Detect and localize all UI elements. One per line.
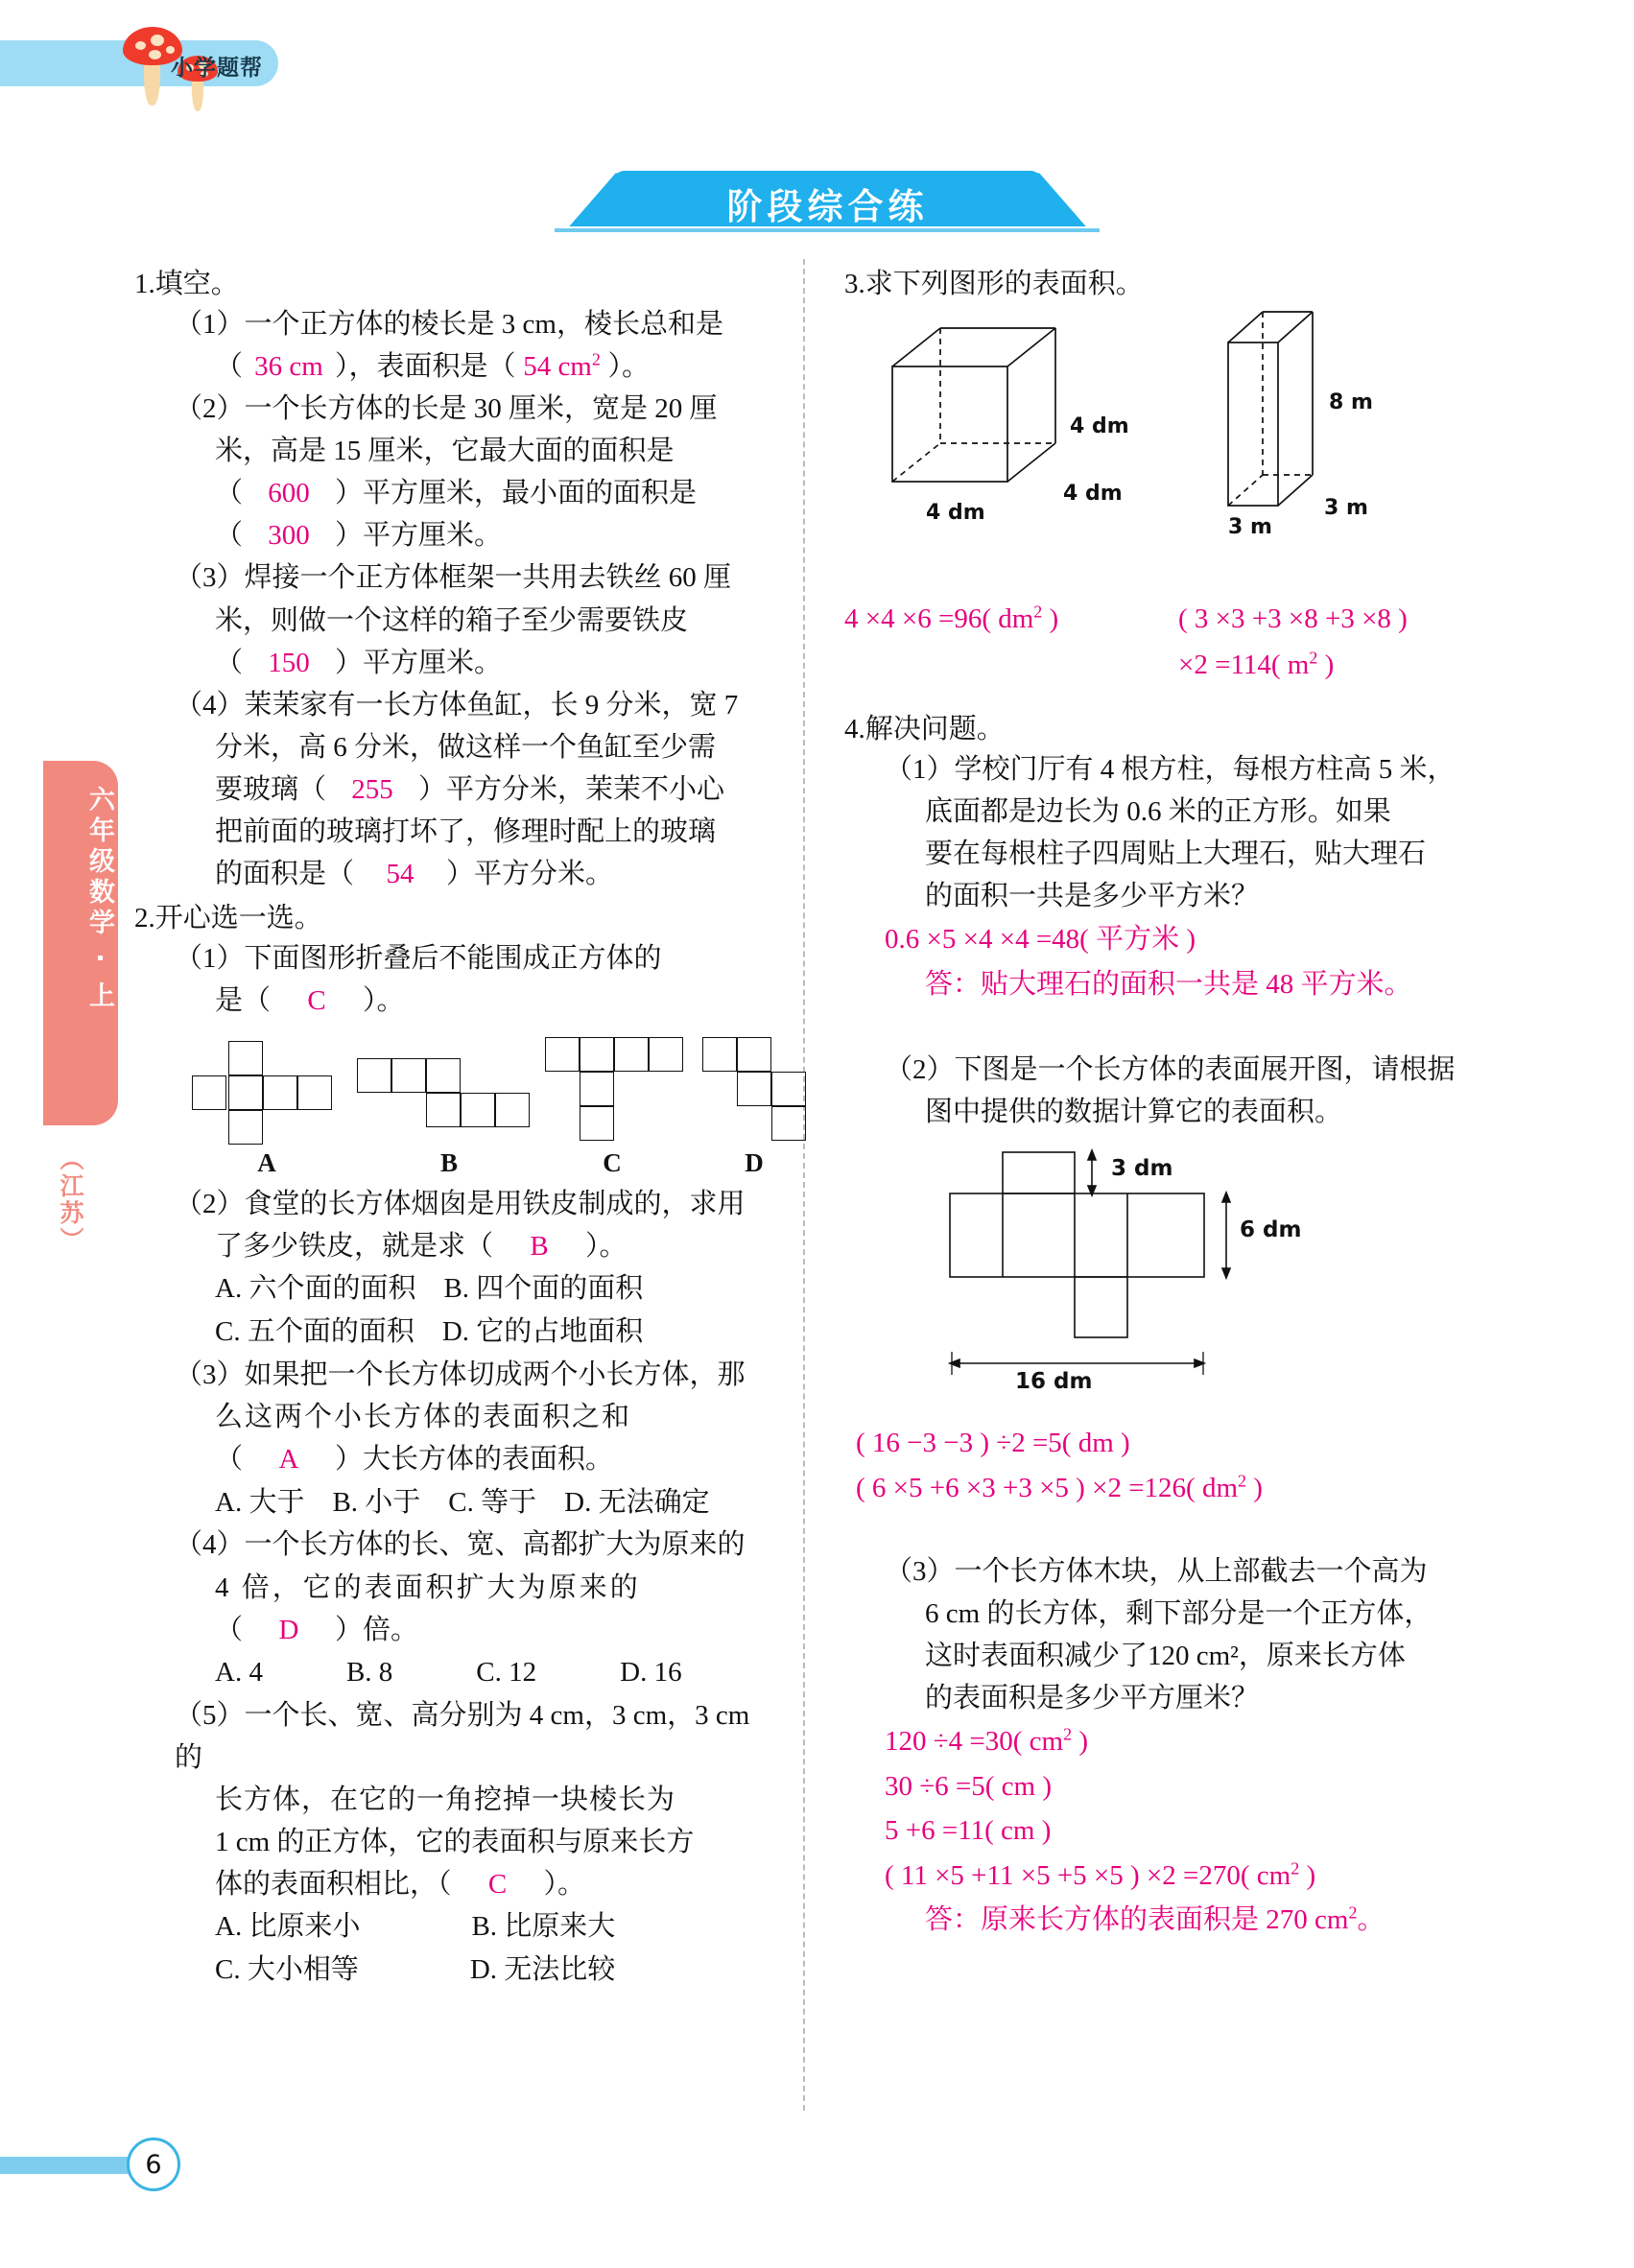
q2-item-3: （3）如果把一个长方体切成两个小长方体，那 么这两个小长方体的表面积之和 （ A ）大长方体的表面积。	[175, 1354, 768, 1480]
q3-title: 求下列图形的表面积。	[864, 269, 1144, 299]
question-4-heading	[844, 710, 1516, 748]
q1-item-3: （3）焊接一个正方体框架一共用去铁丝 60 厘 米，则做一个这样的箱子至少需要铁皮 （ 150 ）平方厘米。	[175, 556, 768, 683]
prism-dim-depth: 3 m	[1324, 496, 1368, 521]
q1-1-answer-1: 36 cm	[254, 351, 323, 383]
q4-3-label: （3）	[885, 1556, 955, 1588]
q1-2-answer-1: 600	[268, 478, 310, 509]
q4-item-1: （1）学校门厅有 4 根方柱，每根方柱高 5 米， 底面都是边长为 0.6 米的正方形。如果 要在每根柱子四周贴上大理石，贴大理石 的面积一共是多少平方米？	[885, 754, 1456, 912]
q2-2-answer: B	[530, 1231, 549, 1263]
cube-net-options	[173, 1035, 768, 1178]
q4-3-solution-3: 5 +6 =11( cm )	[885, 1815, 1052, 1847]
cube-dim-depth: 4 dm	[1063, 482, 1123, 507]
cube-dim-right: 4 dm	[1070, 414, 1129, 439]
page-number: 6	[127, 2138, 180, 2191]
q1-1-answer-2: 54 $cm^2$	[523, 349, 601, 383]
q4-2-solution-1: ( 16 −3 −3 ) ÷2 =5( dm )	[856, 1428, 1130, 1459]
page-title: 阶段综合练	[726, 186, 929, 227]
q3-number: 3.	[844, 269, 865, 299]
q2-1-label: （1）	[175, 943, 245, 975]
q1-3-label: （3）	[175, 562, 245, 594]
q3-solution-left: 4 ×4 ×6 =96( $dm^2$ )	[844, 602, 1059, 635]
q2-number: 2.	[134, 903, 155, 934]
q1-4-answer-1: 255	[351, 773, 393, 805]
q2-3-label: （3）	[175, 1359, 245, 1391]
q1-1-text1: 一个正方体的棱长是 3 cm，棱长总和是	[244, 309, 723, 341]
q1-item-1	[175, 303, 768, 388]
q1-2-answer-2: 300	[268, 520, 310, 552]
unfolded-net-svg	[950, 1143, 1487, 1402]
q4-item-2: （2）下图是一个长方体的表面展开图，请根据 图中提供的数据计算它的表面积。	[885, 1054, 1456, 1128]
cube-net-c-label: C	[603, 1148, 622, 1178]
q2-item-2: （2）食堂的长方体烟囱是用铁皮制成的，求用 了多少铁皮，就是求（ B ）。	[175, 1183, 768, 1267]
q4-3-solution-4: ( 11 ×5 +11 ×5 +5 ×5 ) ×2 =270( $cm^2$ )	[885, 1857, 1316, 1891]
q1-4-answer-2: 54	[386, 859, 414, 890]
side-tab	[43, 761, 118, 1125]
q2-3-answer: A	[278, 1444, 299, 1476]
q2-5-option-row-2: C. 大小相等 D. 无法比较	[215, 1953, 616, 1985]
question-1-heading	[134, 265, 768, 303]
q2-5-label: （5）	[175, 1699, 245, 1731]
title-underline	[555, 228, 1100, 232]
q1-3-answer-1: 150	[268, 647, 310, 678]
q3-solution-right-line2: ×2 =114( $m^2$ )	[1178, 648, 1335, 681]
q2-4-label: （4）	[175, 1529, 245, 1561]
q4-2-label: （2）	[885, 1054, 955, 1086]
cube-dim-bottom: 4 dm	[926, 501, 985, 526]
q1-item-2: （2）一个长方体的长是 30 厘米，宽是 20 厘 米，高是 15 厘米，它最大面的面积是 （ 600 ）平方厘米，最小面的面积是 （ 300 ）平方厘米。	[175, 388, 768, 556]
q4-title: 解决问题。	[864, 714, 1005, 745]
q2-title: 开心选一选。	[154, 903, 322, 934]
q2-item-4: （4）一个长方体的长、宽、高都扩大为原来的 4 倍，它的表面积扩大为原来的 （ D ）倍。	[175, 1524, 768, 1650]
q2-4-answer: D	[278, 1614, 299, 1645]
q1-1-line1	[175, 303, 768, 345]
q1-item-4: （4）茉茉家有一长方体鱼缸，长 9 分米，宽 7 分米，高 6 分米，做这样一个鱼缸至少需 要玻璃（ 255 ）平方分米，茉茉不小心 把前面的玻璃打坏了，修理时配上的玻璃 的面积是（ 54 ）平方分米。	[175, 684, 768, 895]
q3-solution-right-line1: ( 3 ×3 +3 ×8 +3 ×8 )	[1178, 603, 1408, 635]
q4-3-answer-line: 答：原来长方体的表面积是 270 $cm^2$。	[925, 1902, 1385, 1935]
cube-net-a-label: A	[257, 1148, 276, 1178]
q1-title: 填空。	[154, 269, 239, 299]
q4-item-3: （3）一个长方体木块，从上部截去一个高为 6 cm 的长方体，剩下部分是一个正方体， 这时表面积减少了120 cm²，原来长方体 的表面积是多少平方厘米？	[885, 1556, 1433, 1714]
q1-2-label: （2）	[175, 393, 245, 425]
q4-1-answer-line: 答：贴大理石的面积一共是 48 平方米。	[925, 968, 1412, 1000]
q3-solutions	[844, 597, 1516, 702]
left-column	[134, 261, 768, 1992]
prism-figure	[1209, 304, 1420, 525]
q4-1-label: （1）	[885, 754, 955, 786]
q1-number: 1.	[134, 269, 155, 299]
prism-dim-bottom: 3 m	[1228, 515, 1272, 540]
q2-5-option-row-1: A. 比原来小 B. 比原来大	[215, 1911, 616, 1943]
cube-net-d-label: D	[745, 1148, 764, 1178]
question-3-heading	[844, 265, 1516, 303]
unfold-bottom-dim: 16 dm	[1015, 1369, 1093, 1395]
brand-label: 小学题帮	[171, 56, 263, 81]
q2-2-option-row-2: C. 五个面的面积 D. 它的占地面积	[215, 1316, 644, 1348]
q1-1-line2: （ 36 cm ），表面积是（ 54 $cm^2$ ）。	[175, 345, 768, 388]
unfold-right-dim: 6 dm	[1240, 1217, 1302, 1243]
prism-dim-height: 8 m	[1329, 390, 1373, 415]
q2-item-5: （5）一个长、宽、高分别为 4 cm，3 cm，3 cm 的 长方体，在它的一角挖掉一块棱长为 1 cm 的正方体，它的表面积与原来长方 体的表面积相比，（ C ）。	[175, 1694, 768, 1905]
q4-1-solution: 0.6 ×5 ×4 ×4 =48( 平方米 )	[885, 924, 1196, 956]
q4-number: 4.	[844, 714, 865, 745]
q2-item-1: （1）下面图形折叠后不能围成正方体的 是（ C ）。	[175, 937, 768, 1022]
side-tab-province: （江苏）	[57, 1146, 84, 1254]
cube-net-b-label: B	[439, 1148, 458, 1178]
right-column	[844, 261, 1516, 1942]
q4-2-unfolded-net-diagram	[844, 1143, 1516, 1421]
q4-2-solution-2: ( 6 ×5 +6 ×3 +3 ×5 ) ×2 =126( $dm^2$ )	[856, 1471, 1263, 1503]
cube-net-d	[702, 1037, 819, 1145]
q2-1-answer: C	[307, 985, 326, 1017]
q1-4-label: （4）	[175, 689, 245, 721]
cube-net-c	[545, 1037, 689, 1145]
q4-3-solution-2: 30 ÷6 =5( cm )	[885, 1770, 1053, 1802]
cube-net-b	[357, 1058, 535, 1135]
q2-2-label: （2）	[175, 1189, 245, 1220]
question-2-heading	[134, 899, 768, 937]
unfold-top-dim: 3 dm	[1111, 1156, 1173, 1182]
q2-4-option-row-1: A. 4 B. 8 C. 12 D. 16	[215, 1656, 682, 1688]
q1-1-label: （1）	[175, 309, 245, 341]
q2-2-option-row-1: A. 六个面的面积 B. 四个面的面积	[215, 1273, 644, 1305]
section-title-banner	[537, 171, 1118, 240]
q3-figures	[844, 309, 1516, 597]
cube-net-a	[192, 1041, 336, 1148]
side-tab-label: 六年级数学 · 上	[84, 786, 114, 1013]
q2-3-option-row-1: A. 大于 B. 小于 C. 等于 D. 无法确定	[215, 1486, 710, 1518]
q4-3-solution-1: 120 ÷4 =30( $cm^2$ )	[885, 1724, 1089, 1758]
column-divider	[803, 259, 805, 2111]
q2-5-answer: C	[487, 1868, 508, 1900]
